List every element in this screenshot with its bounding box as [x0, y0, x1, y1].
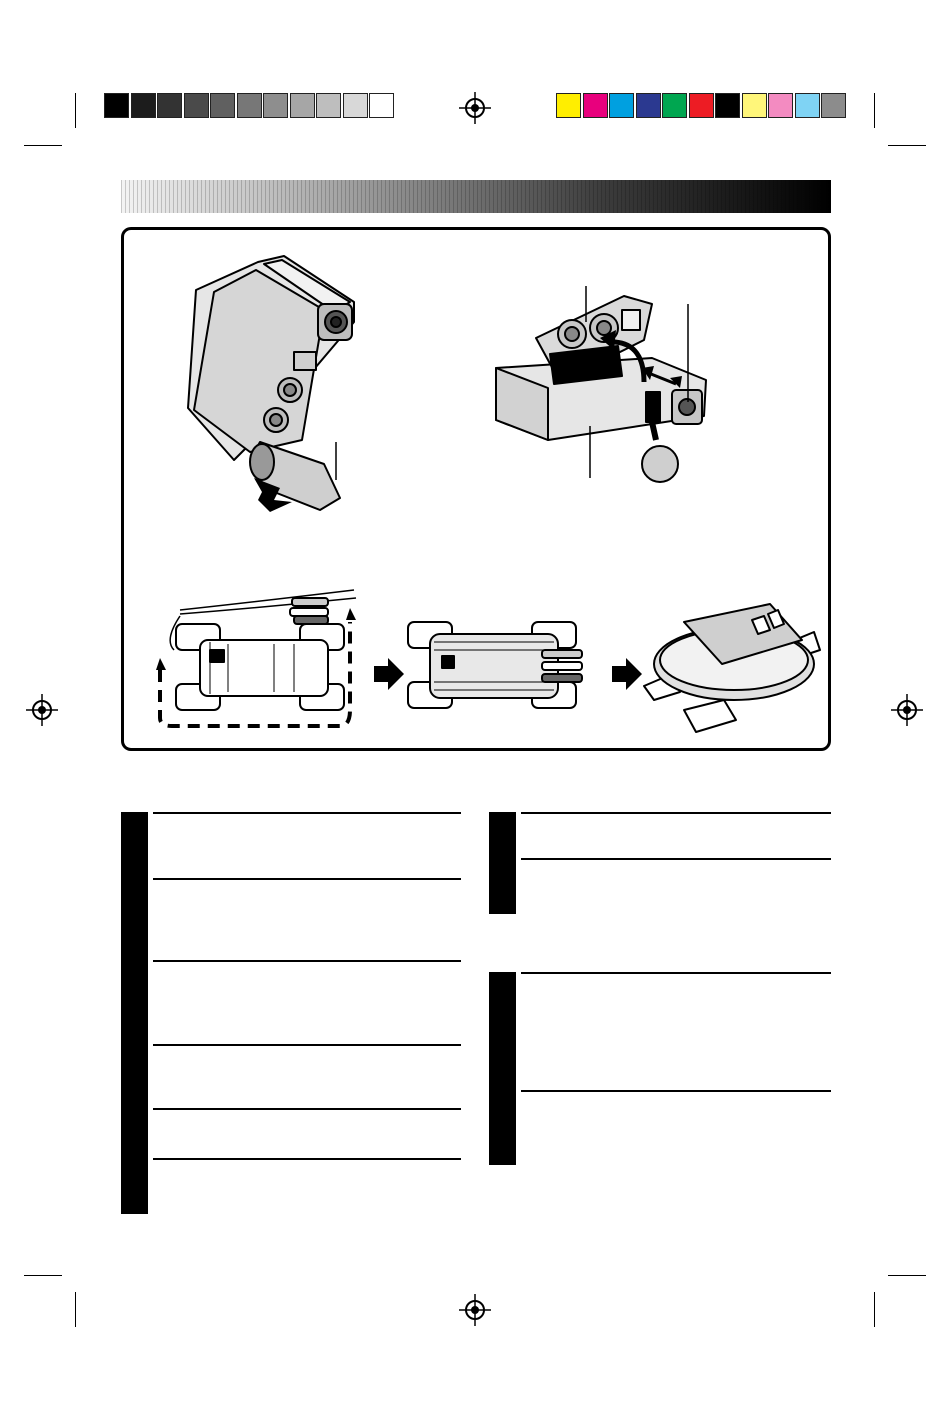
color-swatch — [742, 93, 767, 118]
crop-mark-bottom-left-h — [24, 1275, 62, 1276]
arrow-right-icon — [374, 658, 404, 690]
gray-swatch — [104, 93, 129, 118]
gray-swatch — [210, 93, 235, 118]
registration-mark-right-icon — [891, 694, 923, 726]
rule — [153, 1044, 461, 1046]
color-swatch — [821, 93, 846, 118]
gray-swatch — [369, 93, 394, 118]
rule — [153, 878, 461, 880]
color-swatch — [583, 93, 608, 118]
cable-wrap-done-icon — [644, 604, 820, 732]
header-gradient-band — [121, 180, 831, 213]
color-swatch — [609, 93, 634, 118]
color-swatch — [636, 93, 661, 118]
rule — [153, 812, 461, 814]
registration-mark-left-icon — [26, 694, 58, 726]
registration-mark-top-icon — [459, 92, 491, 124]
crop-mark-top-left-h — [24, 145, 62, 146]
crop-mark-top-right-h — [888, 145, 926, 146]
color-swatch — [662, 93, 687, 118]
rule — [153, 960, 461, 962]
color-swatch — [556, 93, 581, 118]
camera-battery-removal-icon — [188, 256, 354, 512]
crop-mark-top-left-v — [75, 93, 76, 128]
section-bar-left — [121, 812, 148, 1214]
cable-wrap-step2-icon — [408, 622, 582, 708]
section-bar-right-top — [489, 812, 516, 914]
registration-mark-bottom-icon — [459, 1294, 491, 1326]
crop-mark-top-right-v — [874, 93, 875, 128]
gray-swatch — [157, 93, 182, 118]
crop-mark-bottom-right-h — [888, 1275, 926, 1276]
gray-swatch — [263, 93, 288, 118]
rule — [521, 972, 831, 974]
crop-mark-bottom-left-v — [75, 1292, 76, 1327]
rule — [521, 812, 831, 814]
gray-swatch — [184, 93, 209, 118]
section-bar-right-bottom — [489, 972, 516, 1165]
figure-panel — [121, 227, 831, 751]
arrow-right-icon — [612, 658, 642, 690]
color-swatch — [795, 93, 820, 118]
camera-top-open-icon — [496, 286, 706, 482]
gray-swatch — [290, 93, 315, 118]
color-swatch — [689, 93, 714, 118]
gray-swatch — [131, 93, 156, 118]
gray-swatch — [237, 93, 262, 118]
crop-mark-bottom-right-v — [874, 1292, 875, 1327]
rule — [521, 1090, 831, 1092]
color-swatch — [715, 93, 740, 118]
rule — [521, 858, 831, 860]
gray-swatch — [343, 93, 368, 118]
color-swatch — [768, 93, 793, 118]
gray-swatch — [316, 93, 341, 118]
cable-wrap-step1-icon — [156, 590, 356, 726]
rule — [153, 1158, 461, 1160]
rule — [153, 1108, 461, 1110]
